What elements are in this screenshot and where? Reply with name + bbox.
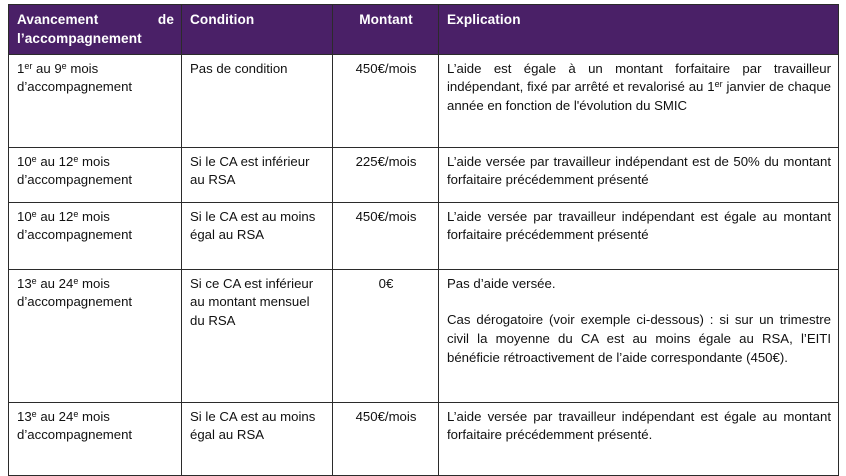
stage-ordinal-suffix-2: e [73, 208, 79, 219]
stage-text-mid: au 12 [36, 208, 74, 224]
cell-avancement [9, 147, 182, 202]
stage-text-suffix: mois d’accompagnement [17, 408, 133, 443]
cell-avancement [9, 402, 182, 475]
stage-ordinal-suffix: e [31, 208, 37, 219]
explication-text-part1: L’aide est égale à un montant forfaitaire par travailleur indépendant, fixé par arrêté et revalorisé au 1 [447, 60, 831, 95]
column-header-explication: Explication [439, 5, 839, 55]
stage-text-mid: au 24 [36, 275, 74, 291]
cell-montant: 225€/mois [333, 147, 439, 202]
cell-condition: Pas de condition [182, 54, 333, 147]
aid-schedule-table [8, 4, 839, 476]
cell-explication [439, 269, 839, 402]
column-header-montant: Montant [333, 5, 439, 55]
stage-text-suffix: mois d’accompagnement [17, 153, 133, 188]
stage-ordinal-suffix: er [24, 60, 33, 71]
table-header [9, 5, 839, 55]
explication-paragraph-1: Pas d’aide versée. [447, 275, 556, 291]
cell-montant: 450€/mois [333, 54, 439, 147]
explication-ordinal-suffix: er [714, 79, 723, 90]
stage-text-suffix: mois d’accompagnement [17, 60, 133, 95]
explication-paragraph-2: Cas dérogatoire (voir exemple ci-dessous) : si sur un trimestre civil la moyenne du CA est au moins égale au RSA, l’EITI bénéficie rétroactivement de l’aide correspondante (450€). [447, 312, 831, 365]
stage-text-prefix: 10 [17, 208, 32, 224]
cell-condition: Si le CA est inférieur au RSA [182, 147, 333, 202]
stage-text-mid: au 12 [36, 153, 74, 169]
table-header-row [9, 5, 839, 55]
cell-explication: L’aide versée par travailleur indépendant est de 50% du montant forfaitaire précédemment présenté [439, 147, 839, 202]
cell-explication [439, 54, 839, 147]
cell-explication: L’aide versée par travailleur indépendant est égale au montant forfaitaire précédemment présenté. [439, 402, 839, 475]
cell-condition: Si le CA est au moins égal au RSA [182, 402, 333, 475]
cell-avancement [9, 54, 182, 147]
cell-condition: Si ce CA est inférieur au montant mensuel du RSA [182, 269, 333, 402]
stage-ordinal-suffix-2: e [61, 60, 67, 71]
cell-explication: L’aide versée par travailleur indépendant est égale au montant forfaitaire précédemment présenté [439, 202, 839, 269]
stage-ordinal-suffix-2: e [73, 153, 79, 164]
table-row [9, 269, 839, 402]
stage-ordinal-suffix-2: e [73, 275, 79, 286]
cell-avancement [9, 202, 182, 269]
stage-text-suffix: mois d’accompagnement [17, 208, 133, 243]
table-row [9, 202, 839, 269]
stage-ordinal-suffix: e [31, 408, 37, 419]
table-body [9, 54, 839, 475]
table-row [9, 402, 839, 475]
column-header-condition: Condition [182, 5, 333, 55]
stage-ordinal-suffix: e [31, 153, 37, 164]
stage-text-mid: au 24 [36, 408, 74, 424]
stage-ordinal-suffix: e [31, 275, 37, 286]
cell-condition: Si le CA est au moins égal au RSA [182, 202, 333, 269]
stage-ordinal-suffix-2: e [73, 408, 79, 419]
paragraph-spacer [447, 293, 831, 311]
cell-montant: 0€ [333, 269, 439, 402]
stage-text-prefix: 13 [17, 275, 32, 291]
explication-text-part2: janvier de chaque année en fonction de l'évolution du SMIC [447, 79, 831, 114]
aid-schedule-table-container [8, 4, 838, 442]
cell-avancement [9, 269, 182, 402]
stage-text-suffix: mois d’accompagnement [17, 275, 133, 310]
stage-text-prefix: 10 [17, 153, 32, 169]
table-row [9, 147, 839, 202]
cell-montant: 450€/mois [333, 402, 439, 475]
column-header-avancement: Avancement de l’accompagnement [9, 5, 182, 55]
table-row [9, 54, 839, 147]
stage-text-prefix: 1 [17, 60, 25, 76]
cell-montant: 450€/mois [333, 202, 439, 269]
stage-text-prefix: 13 [17, 408, 32, 424]
stage-text-mid: au 9 [32, 60, 62, 76]
